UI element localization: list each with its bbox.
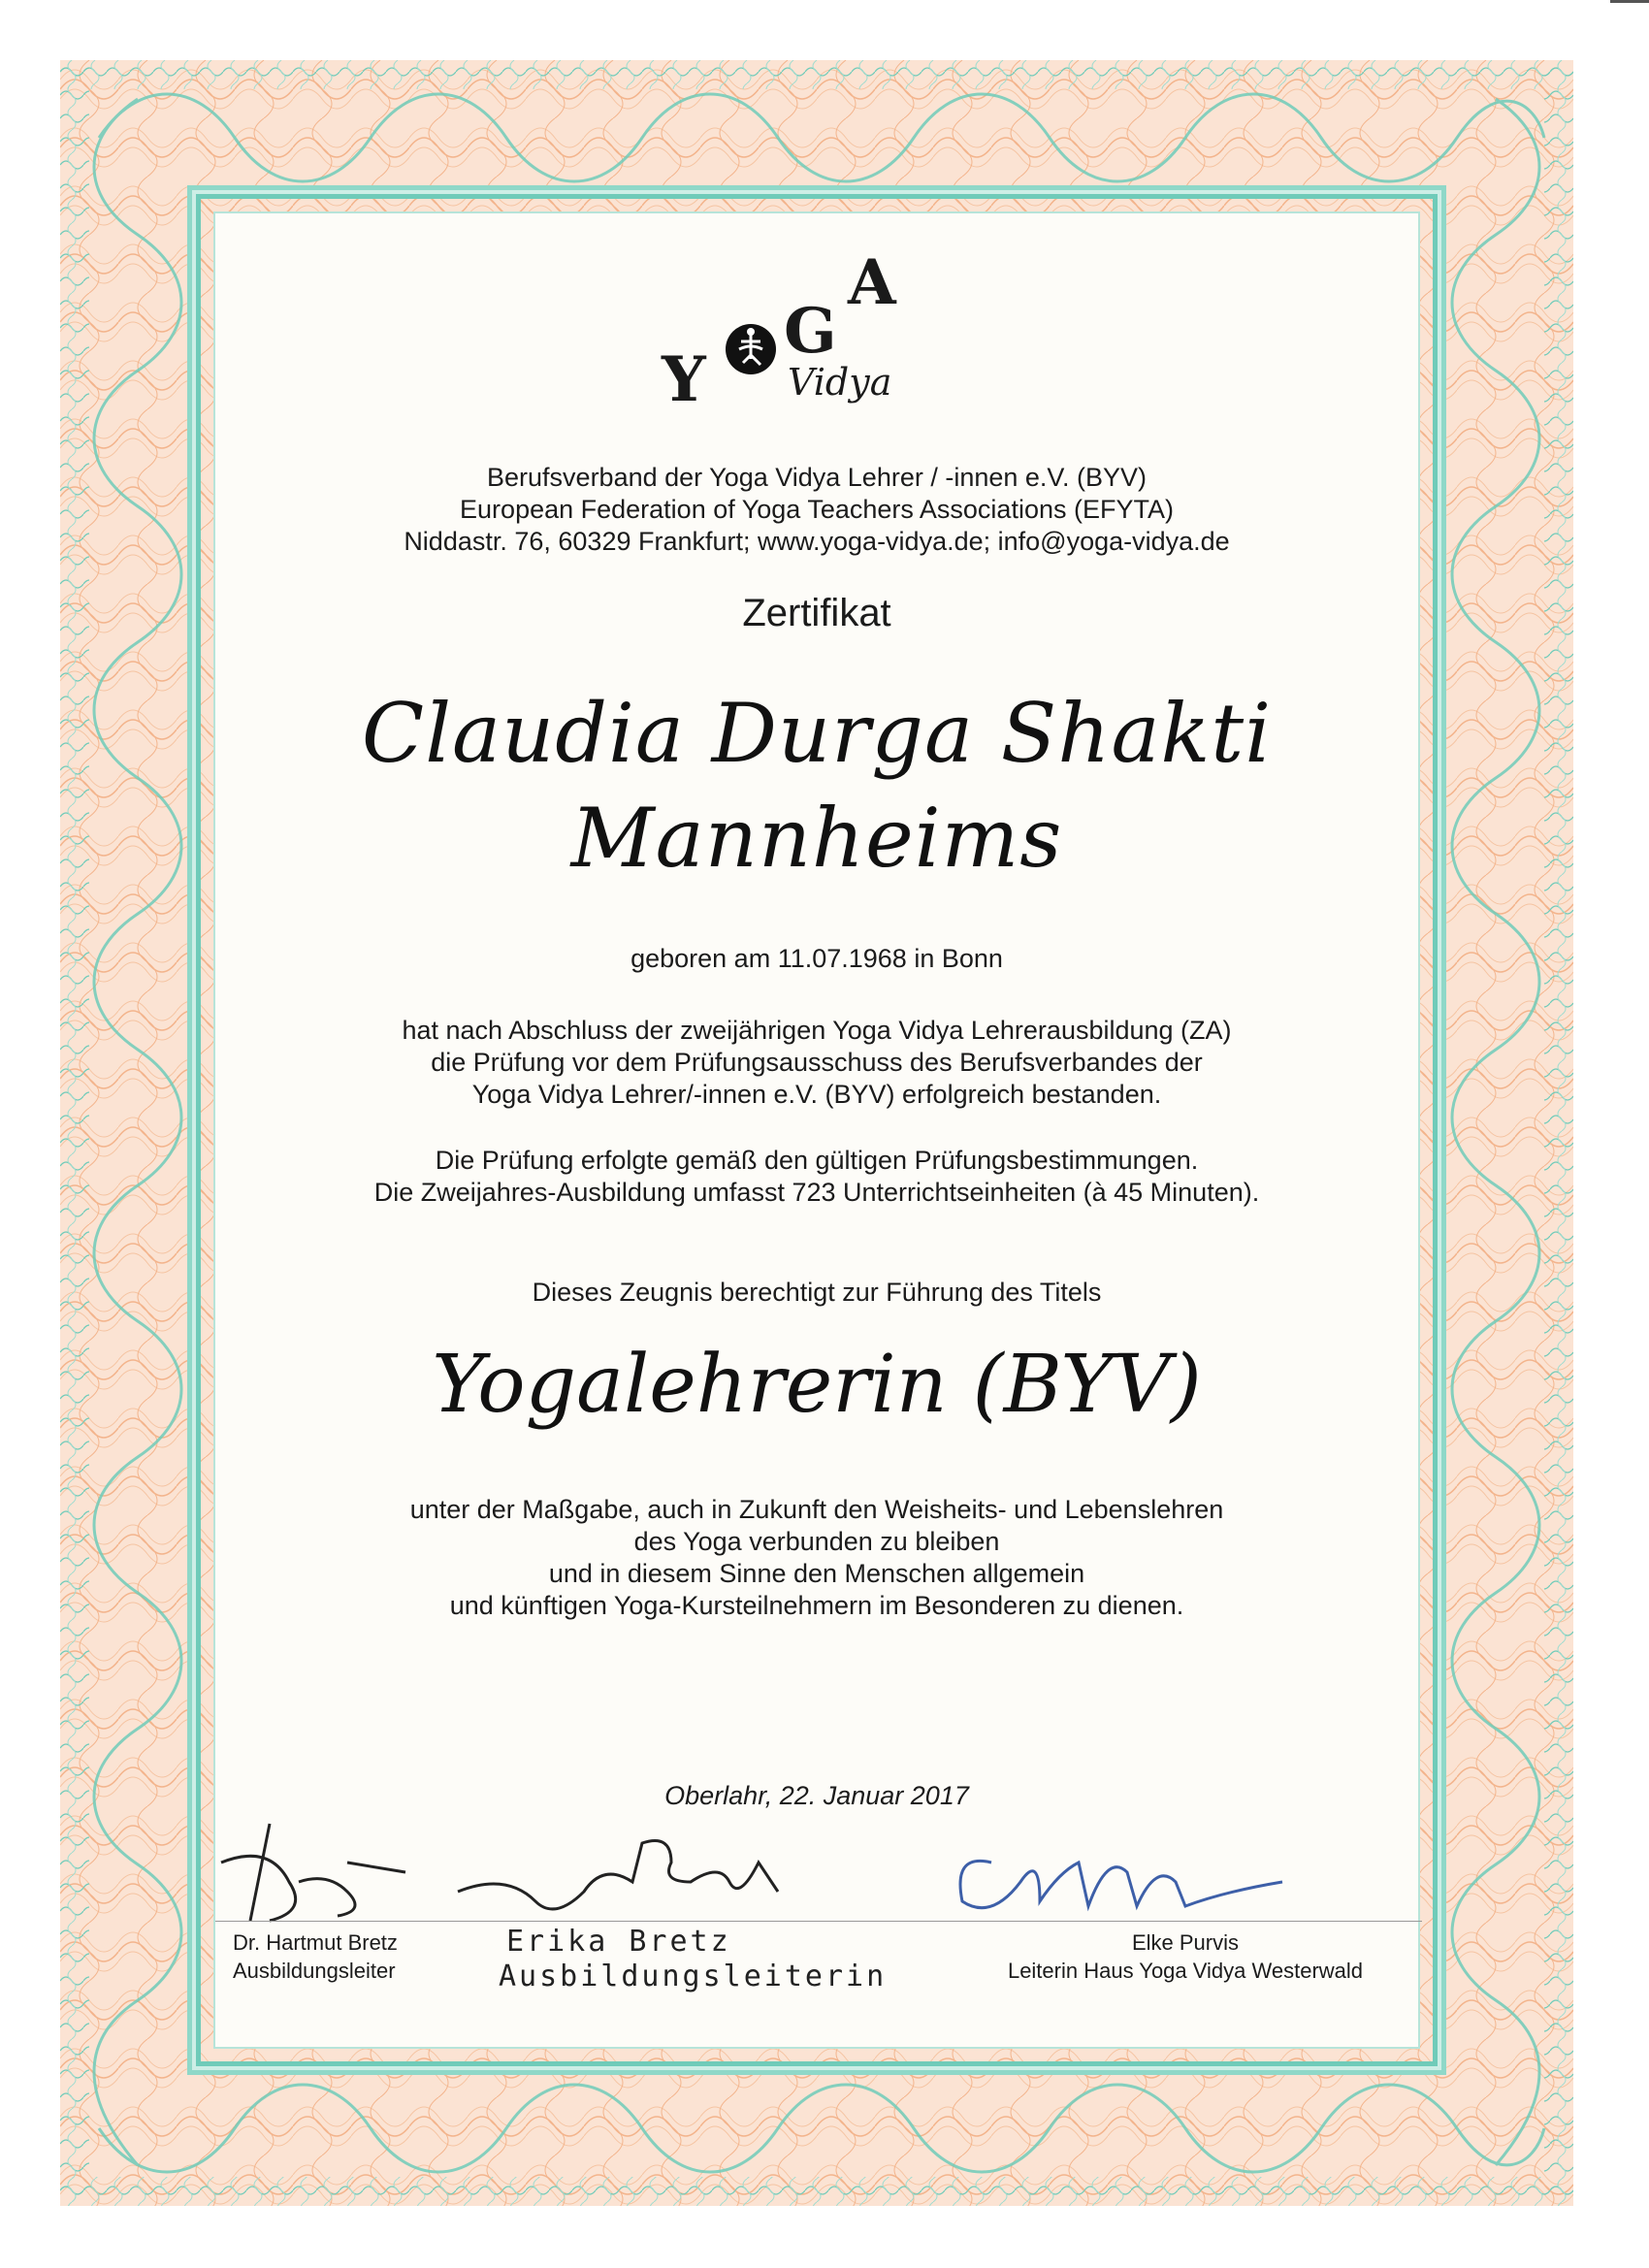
entitlement-text: Dieses Zeugnis berechtigt zur Führung des Titels <box>532 1278 1102 1307</box>
recipient-name-line-2: Mannheims <box>570 791 1063 886</box>
certificate-paper <box>213 211 1420 2049</box>
dancing-shiva-emblem <box>722 320 780 378</box>
logo-letter-y: Y <box>662 343 706 416</box>
signer-middle-name: Erika Bretz <box>506 1925 731 1959</box>
signer-right-name: Elke Purvis <box>1131 1930 1240 1955</box>
signature-right <box>933 1814 1321 1930</box>
place-and-date: Oberlahr, 22. Januar 2017 <box>664 1781 969 1810</box>
organization-line-3: Niddastr. 76, 60329 Frankfurt; www.yoga-vidya.de; info@yoga-vidya.de <box>404 527 1230 556</box>
training-line: Die Zweijahres-Ausbildung umfasst 723 Unterrichtseinheiten (à 45 Minuten). <box>373 1178 1260 1207</box>
organization-line-2: European Federation of Yoga Teachers Associations (EFYTA) <box>460 495 1174 524</box>
obligation-paragraph <box>215 1494 1418 1622</box>
yoga-vidya-logo <box>642 246 933 425</box>
signature-middle <box>448 1824 797 1940</box>
signer-left-role: Ausbildungsleiter <box>233 1959 396 1983</box>
training-paragraph <box>215 1145 1418 1209</box>
signer-right <box>962 1928 1408 1985</box>
exam-line: die Prüfung vor dem Prüfungsausschuss des Berufsverbandes der <box>431 1048 1203 1077</box>
signer-left <box>233 1928 398 1985</box>
scan-edge-mark <box>1610 0 1649 3</box>
degree-title: Yogalehrerin (BYV) <box>432 1339 1202 1431</box>
obligation-line: des Yoga verbunden zu bleiben <box>633 1527 1000 1556</box>
recipient-name-line-1: Claudia Durga Shakti <box>361 686 1273 781</box>
obligation-line: und in diesem Sinne den Menschen allgemein <box>548 1559 1085 1588</box>
organization-header <box>215 462 1418 558</box>
logo-letter-g: G <box>784 295 837 368</box>
organization-line-1: Berufsverband der Yoga Vidya Lehrer / -innen e.V. (BYV) <box>487 463 1147 492</box>
obligation-line: unter der Maßgabe, auch in Zukunft den Weisheits- und Lebenslehren <box>409 1495 1224 1524</box>
birth-info: geboren am 11.07.1968 in Bonn <box>630 944 1003 973</box>
signer-middle-role: Ausbildungsleiterin <box>499 1960 888 1993</box>
logo-letter-a: A <box>848 246 896 319</box>
signer-middle <box>499 1925 887 1994</box>
signer-right-role: Leiterin Haus Yoga Vidya Westerwald <box>1007 1959 1364 1983</box>
exam-paragraph <box>215 1015 1418 1111</box>
signer-left-name: Dr. Hartmut Bretz <box>233 1930 398 1955</box>
training-line: Die Prüfung erfolgte gemäß den gültigen Prüfungsbestimmungen. <box>435 1146 1199 1175</box>
logo-subtitle: Vidya <box>788 361 892 404</box>
certificate-title: Zertifikat <box>742 592 891 634</box>
signature-line <box>215 1921 1422 1922</box>
recipient-name <box>215 681 1418 891</box>
exam-line: hat nach Abschluss der zweijährigen Yoga Vidya Lehrerausbildung (ZA) <box>402 1016 1232 1045</box>
obligation-line: und künftigen Yoga-Kursteilnehmern im Besonderen zu dienen. <box>449 1591 1184 1620</box>
exam-line: Yoga Vidya Lehrer/-innen e.V. (BYV) erfolgreich bestanden. <box>471 1080 1162 1109</box>
